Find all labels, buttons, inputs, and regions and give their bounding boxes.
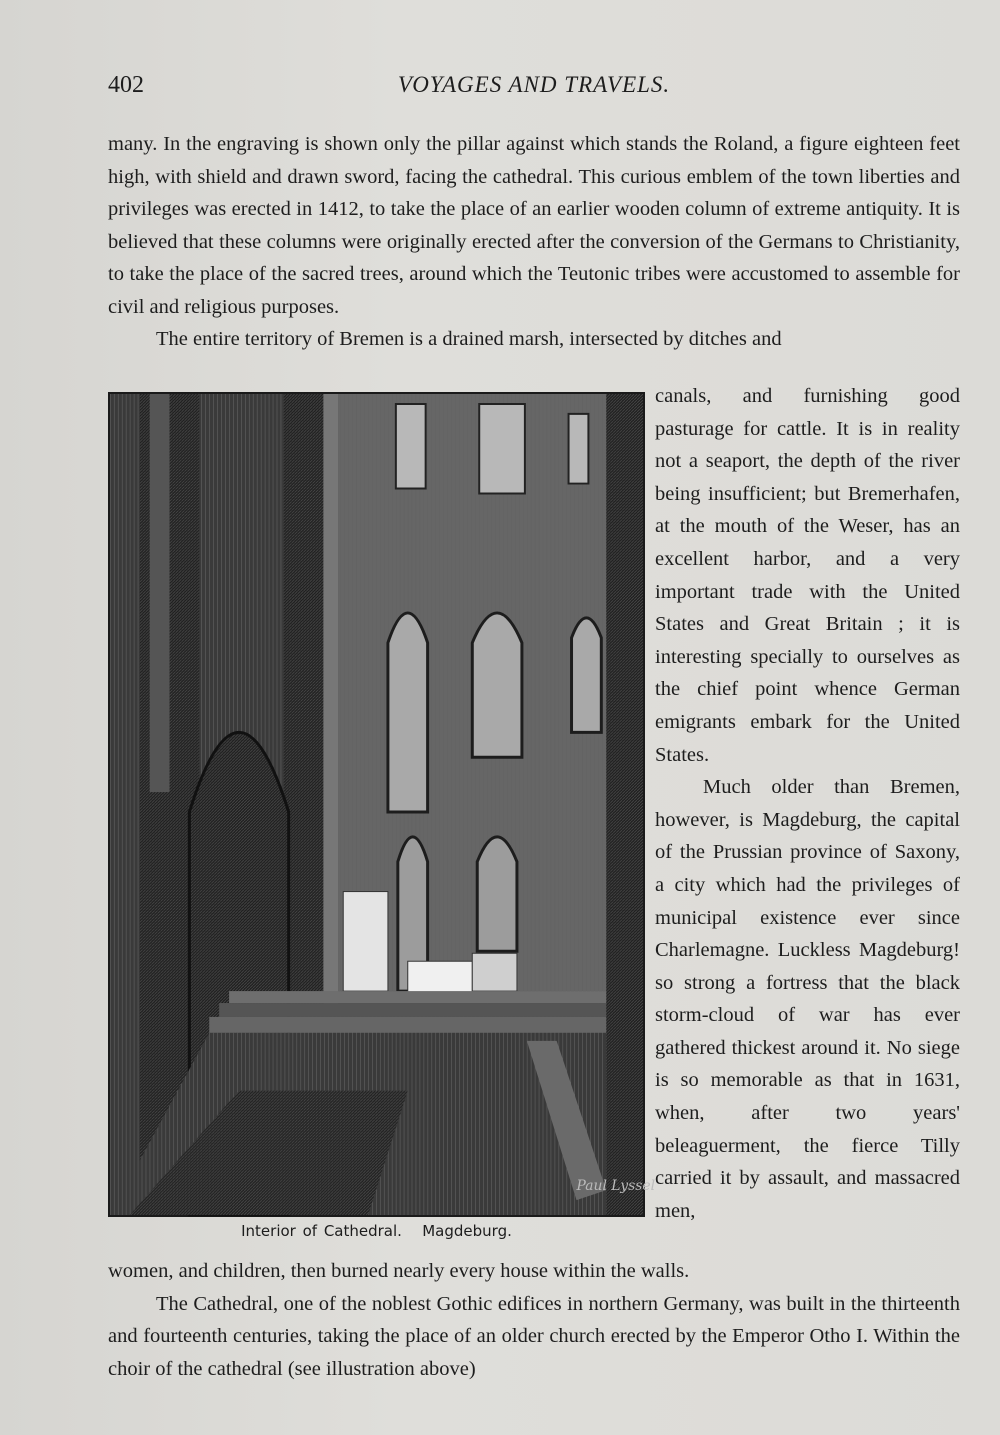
body-text-top — [108, 128, 960, 356]
paragraph-cathedral: The Cathedral, one of the noblest Gothic edifices in northern Germany, was built in the thirteenth and fourteenth centuries, taking the place of an older church erected by the Emperor Otho I. Within the choir of the cathedral (see illustration above) — [108, 1292, 960, 1380]
engraving-illustration — [110, 394, 656, 1215]
paragraph-bremen-lead: The entire territory of Bremen is a drained marsh, intersected by ditches and — [156, 328, 782, 350]
paragraph-roland: many. In the engraving is shown only the pillar against which stands the Roland, a figure eighteen feet high, with shield and drawn sword, facing the cathedral. This curious emblem of the town liberties and privileges was erected in 1412, to take the place of an earlier wooden column of extreme antiquity. It is believed that these columns were originally erected after the conversion of the Germans to Christianity, to take the place of the sacred trees, around which the Teutonic tribes were accustomed to assemble for civil and religious purposes. — [108, 133, 960, 318]
engraver-signature: Paul Lyssel — [576, 1178, 656, 1195]
body-text-bottom — [108, 1255, 960, 1385]
paragraph-magdeburg-tail: women, and children, then burned nearly every house within the walls. — [108, 1260, 690, 1282]
figure-caption: Interior of Cathedral. Magdeburg. — [241, 1222, 512, 1240]
paragraph-magdeburg: Much older than Bremen, however, is Magdeburg, the capital of the Prussian province of Saxony, a city which had the privileges of municipal existence ever since Charlemagne. Luckless Magdeburg! so strong a fortress that the black storm-cloud of war has ever gathered thickest around it. No siege is so memorable as that in 1631, when, after two years' beleaguerment, the fierce Tilly carried it by assault, and massacred men, — [655, 776, 960, 1222]
page-header — [108, 72, 960, 106]
page-number: 402 — [108, 72, 144, 98]
paragraph-bremen-continued: canals, and furnishing good pasturage for cattle. It is in reality not a seaport, the depth of the river being insufficient; but Bremerhafen, at the mouth of the Weser, has an excellent harbor, and a very important trade with the United States and Great Britain ; it is interesting specially to ourselves as the chief point whence German emigrants embark for the United States. — [655, 385, 960, 766]
side-column-text — [655, 380, 960, 1227]
cathedral-figure — [108, 392, 656, 1246]
running-title: VOYAGES AND TRAVELS. — [397, 72, 671, 97]
cathedral-engraving — [108, 392, 656, 1217]
